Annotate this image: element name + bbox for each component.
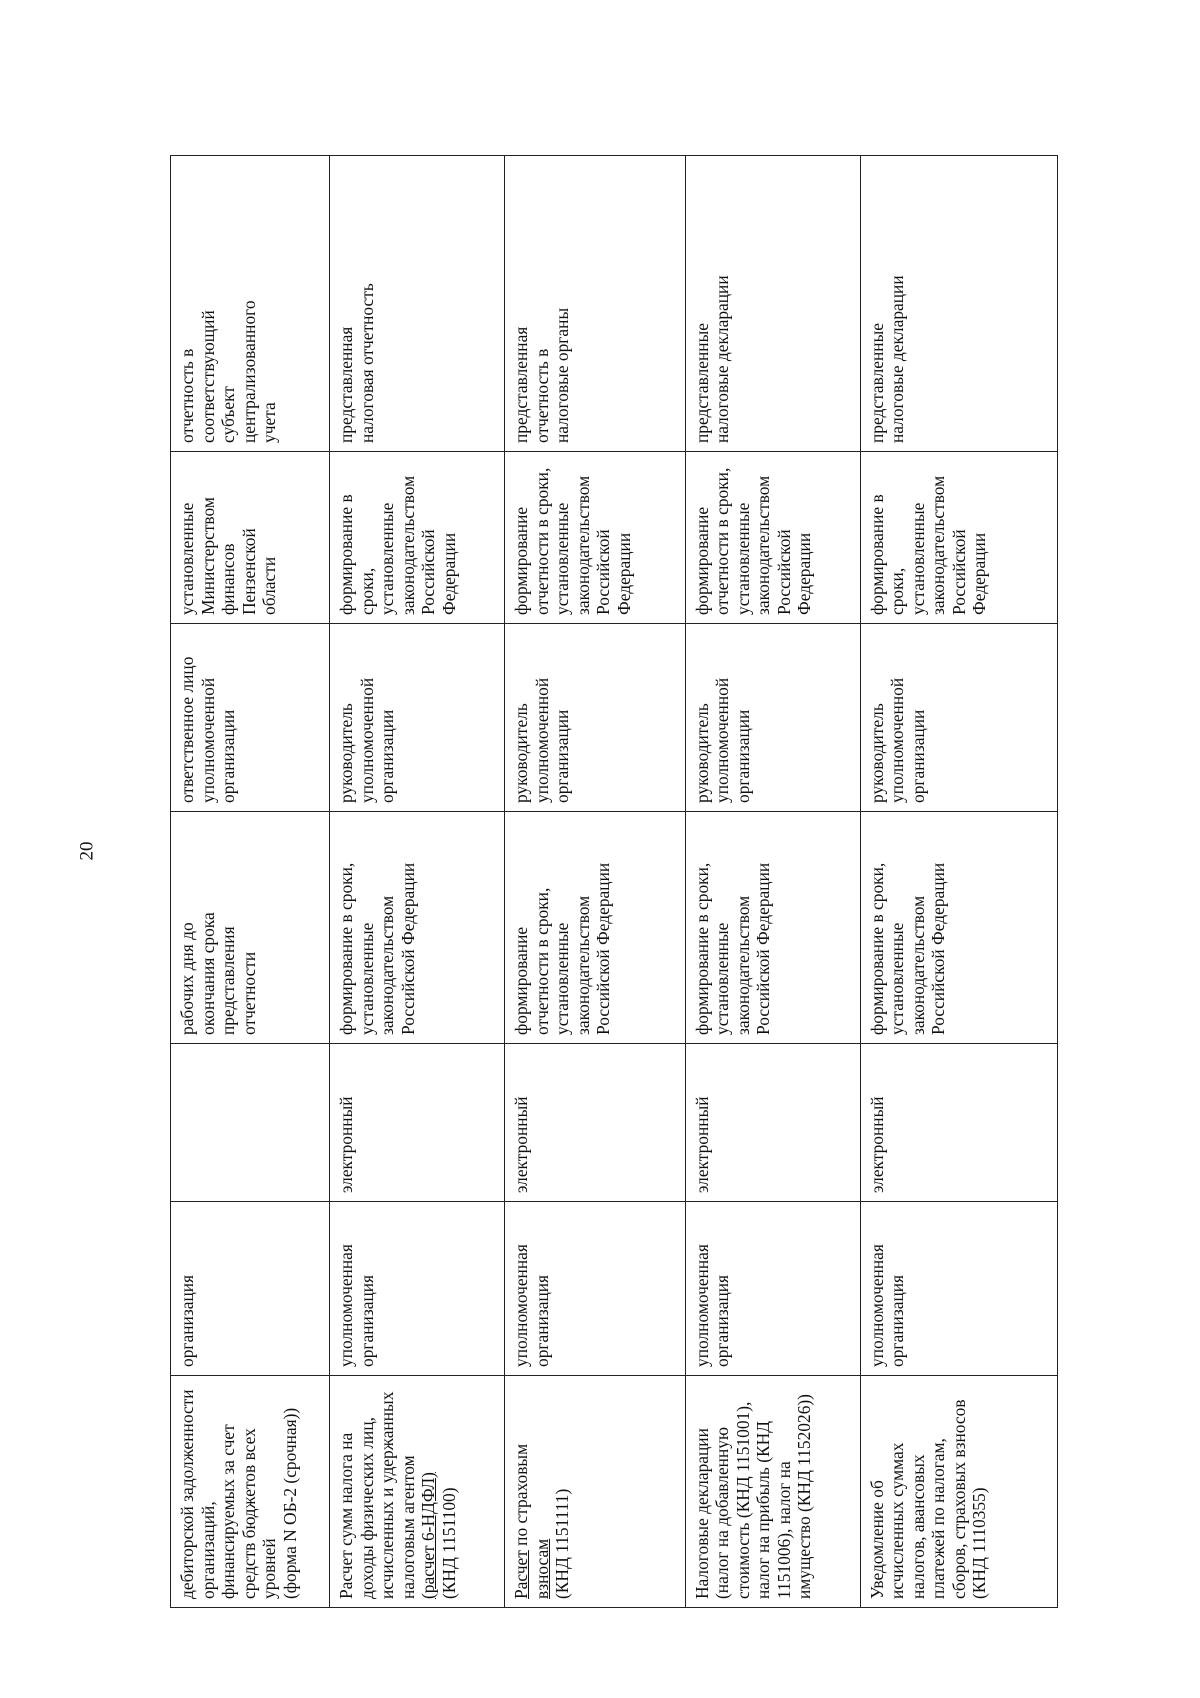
table-row xyxy=(860,156,1057,1608)
report-code-text: (КНД 1151111) xyxy=(552,1488,573,1599)
submitter-cell: организация xyxy=(171,1202,330,1376)
report-name-cell: Налоговые декларации (налог на добавленную стоимость (КНД 1151001), налог на прибыль (КНД 1151006), налог на имущество (КНД 1152026)) xyxy=(685,1376,860,1608)
responsible-cell: руководитель уполномоченной организации xyxy=(330,624,505,812)
deadline-cell: формирование отчетности в сроки, установленные законодательством Российской Федерации xyxy=(505,812,685,1044)
submitter-cell: уполномоченная организация xyxy=(330,1202,505,1376)
report-name-underlined: (расчет 6-НДФЛ) xyxy=(418,1472,439,1599)
report-name-cell: Уведомление об исчисленных суммах налогов, авансовых платежей по налогам, сборов, страховых взносов (КНД 1110355) xyxy=(860,1376,1057,1608)
term-cell: формирование отчетности в сроки, установленные законодательством Российской Федерации xyxy=(505,452,685,624)
report-name-underlined: Расчет xyxy=(511,1550,532,1599)
rotated-page-content xyxy=(170,156,1058,1608)
table-row xyxy=(505,156,685,1608)
report-name-cell xyxy=(330,1376,505,1608)
format-cell: электронный xyxy=(330,1044,505,1202)
responsible-cell: руководитель уполномоченной организации xyxy=(860,624,1057,812)
table-row xyxy=(685,156,860,1608)
report-name-underlined-2: взносам xyxy=(531,1538,552,1599)
format-cell: электронный xyxy=(505,1044,685,1202)
report-name-text: по страховым xyxy=(511,1443,532,1546)
submitter-cell: уполномоченная организация xyxy=(505,1202,685,1376)
submitter-cell: уполномоченная организация xyxy=(860,1202,1057,1376)
result-cell: отчетность в соответствующий субъект централизованного учета xyxy=(171,156,330,452)
reporting-table xyxy=(170,155,1058,1608)
responsible-cell: руководитель уполномоченной организации xyxy=(685,624,860,812)
result-cell: представленные налоговые декларации xyxy=(685,156,860,452)
deadline-cell: формирование в сроки, установленные законодательством Российской Федерации xyxy=(330,812,505,1044)
term-cell: установленные Министерством финансов Пензенской области xyxy=(171,452,330,624)
term-cell: формирование отчетности в сроки, установленные законодательством Российской Федерации xyxy=(685,452,860,624)
format-cell: электронный xyxy=(860,1044,1057,1202)
table-row xyxy=(330,156,505,1608)
deadline-cell: формирование в сроки, установленные законодательством Российской Федерации xyxy=(860,812,1057,1044)
report-name-cell: дебиторской задолженности организаций, финансируемых за счет средств бюджетов всех уровней (форма N ОБ-2 (срочная)) xyxy=(171,1376,330,1608)
format-cell xyxy=(171,1044,330,1202)
responsible-cell: руководитель уполномоченной организации xyxy=(505,624,685,812)
report-code-text: (КНД 1151100) xyxy=(438,1487,459,1599)
table-row xyxy=(171,156,330,1608)
report-name-text: Расчет сумм налога на доходы физических лиц, исчисленных и удержанных налоговым агентом xyxy=(336,1391,418,1599)
format-cell: электронный xyxy=(685,1044,860,1202)
report-name-cell xyxy=(505,1376,685,1608)
submitter-cell: уполномоченная организация xyxy=(685,1202,860,1376)
responsible-cell: ответственное лицо уполномоченной организации xyxy=(171,624,330,812)
deadline-cell: формирование в сроки, установленные законодательством Российской Федерации xyxy=(685,812,860,1044)
result-cell: представленная отчетность в налоговые органы xyxy=(505,156,685,452)
result-cell: представленная налоговая отчетность xyxy=(330,156,505,452)
result-cell: представленные налоговые декларации xyxy=(860,156,1057,452)
page-number: 20 xyxy=(76,841,98,861)
term-cell: формирование в сроки, установленные законодательством Российской Федерации xyxy=(330,452,505,624)
term-cell: формирование в сроки, установленные законодательством Российской Федерации xyxy=(860,452,1057,624)
deadline-cell: рабочих дня до окончания срока представления отчетности xyxy=(171,812,330,1044)
